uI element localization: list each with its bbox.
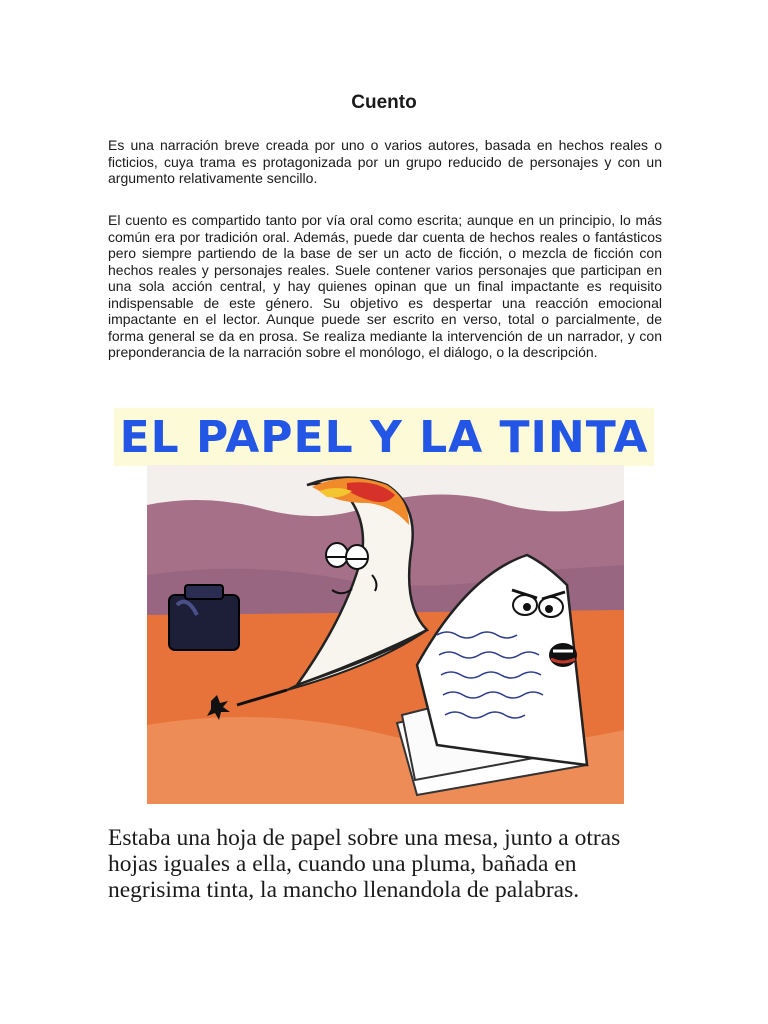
body-paragraph: El cuento es compartido tanto por vía oral como escrita; aunque en un principio, lo más común era por tradición oral. Además, puede dar cuenta de hechos reales o fantásticos pero siempre partiendo de la base de ser un acto de ficción, o mezcla de ficción con hechos reales y personajes reales. Suele contener varios personajes que participan en una sola acción central, y hay quienes opinan que un final impactante es requisito indispensable de este género. Su objetivo es despertar una reacción emocional impactante en el lector. Aunque puede ser escrito en verso, total o parcialmente, de forma general se da en prosa. Se realiza mediante la intervención de un narrador, y con preponderancia de la narración sobre el monólogo, el diálogo, o la descripción.	[108, 212, 662, 360]
page-title: Cuento	[351, 92, 417, 113]
story-title: EL PAPEL Y LA TINTA	[119, 411, 649, 463]
ink-bottle-icon	[169, 585, 239, 650]
cartoon-illustration	[147, 465, 624, 804]
story-paragraph: Estaba una hoja de papel sobre una mesa, junto a otras hojas iguales a ella, cuando una pluma, bañada en negrisima tinta, la mancho llenandola de palabras.	[108, 825, 621, 903]
story-title-banner	[114, 408, 654, 466]
intro-paragraph: Es una narración breve creada por uno o varios autores, basada en hechos reales o ficticios, cuya trama es protagonizada por un grupo reducido de personajes y con un argumento relativamente sencillo.	[108, 137, 662, 186]
